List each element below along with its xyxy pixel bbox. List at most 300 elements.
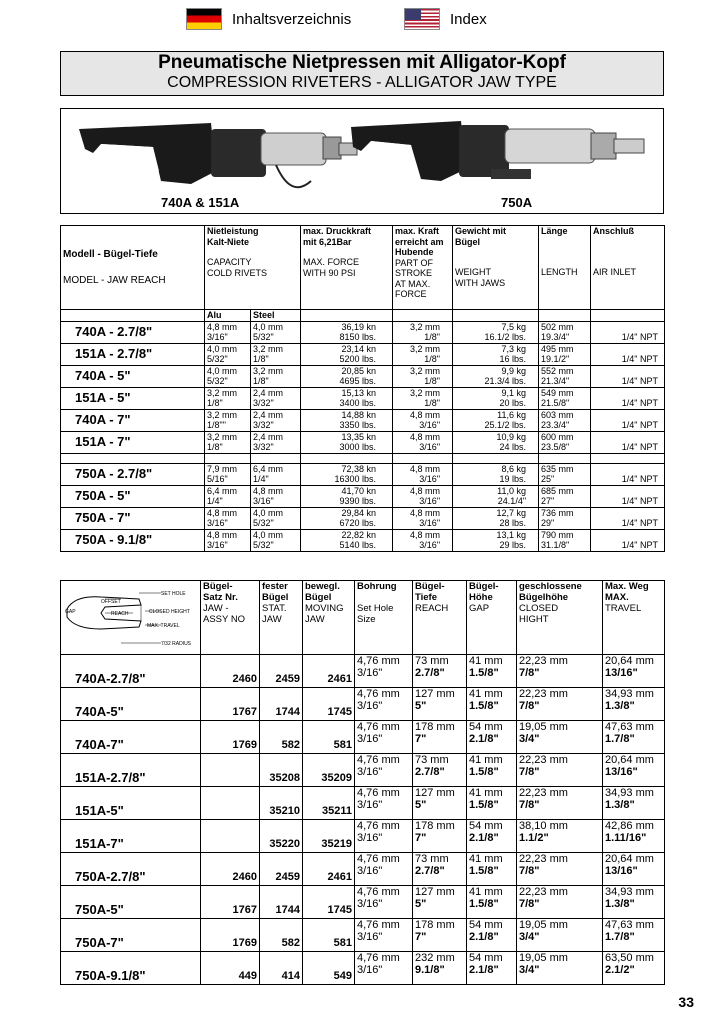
spec-stroke-value: 1/8" <box>424 332 441 342</box>
jaw-travel-value: 20,64 mm <box>605 655 654 667</box>
jaw-hole <box>355 952 413 985</box>
spec-weight <box>453 431 539 453</box>
jaw-gap <box>467 688 517 721</box>
jaw-hole <box>355 919 413 952</box>
spec-force-value: 29,84 kn <box>341 507 377 518</box>
jaw-closed-value: 7/8" <box>519 700 540 712</box>
spec-stroke <box>393 529 453 551</box>
model-header-de: Modell - Bügel-Tiefe <box>63 248 158 260</box>
spec-length-value: 685 mm <box>541 485 574 496</box>
jaw-header <box>467 581 517 655</box>
spec-alu-value: 7,9 mm <box>207 463 238 474</box>
jaw-diagram-icon <box>61 581 199 651</box>
spec-force-value: 72,38 kn <box>341 463 377 474</box>
index-label: Index <box>450 10 487 28</box>
jaw-closed-value: 22,23 mm <box>519 655 568 667</box>
jaw-row <box>61 688 665 721</box>
spec-length-value: 603 mm <box>541 409 574 420</box>
jaw-model: 740A-2.7/8" <box>61 655 201 688</box>
spec-inlet-value: 1/4" NPT <box>621 420 659 430</box>
jaw-reach-value: 7" <box>415 832 427 844</box>
jaw-travel <box>603 688 665 721</box>
spec-steel <box>251 463 301 485</box>
caption-740a-151a: 740A & 151A <box>161 195 240 210</box>
jaw-hole <box>355 886 413 919</box>
jaw-travel <box>603 952 665 985</box>
jaw-header-line: JAW <box>262 614 282 625</box>
spec-length-value: 23.3/4" <box>541 420 570 430</box>
jaw-body <box>61 581 665 985</box>
jaw-closed <box>517 721 603 754</box>
spec-steel-value: 3/16" <box>253 496 274 506</box>
spec-force <box>301 387 393 409</box>
header-length-line <box>541 247 588 257</box>
spec-row <box>61 463 665 485</box>
spec-force-value: 15,13 kn <box>341 387 377 398</box>
jaw-header-line: ASSY NO <box>203 614 246 625</box>
nav-index-link[interactable] <box>404 6 487 32</box>
jaw-diagram-cell <box>61 581 201 655</box>
jaw-model: 151A-5" <box>61 787 201 820</box>
jaw-model: 740A-5" <box>61 688 201 721</box>
jaw-closed <box>517 787 603 820</box>
spec-stroke-value: 1/8" <box>424 354 441 364</box>
jaw-assy <box>201 820 260 853</box>
jaw-reach-value: 178 mm <box>415 721 455 733</box>
jaw-travel-value: 34,93 mm <box>605 688 654 700</box>
jaw-gap-value: 41 mm <box>469 886 503 898</box>
spec-model: 750A - 7" <box>61 507 205 529</box>
jaw-closed-value: 3/4" <box>519 931 540 943</box>
jaw-row <box>61 853 665 886</box>
spec-model: 740A - 5" <box>61 365 205 387</box>
header-capacity-line: CAPACITY <box>207 257 252 267</box>
spec-weight-value: 24.1/4" <box>497 496 527 506</box>
spec-length <box>539 365 591 387</box>
jaw-header <box>517 581 603 655</box>
spec-alu <box>205 485 251 507</box>
spec-length <box>539 529 591 551</box>
jaw-reach-value: 232 mm <box>415 952 455 964</box>
jaw-moving: 581 <box>303 919 355 952</box>
spec-weight-value: 9,9 kg <box>501 365 527 376</box>
spec-force-value: 8150 lbs. <box>339 332 377 342</box>
spec-alu <box>205 321 251 343</box>
jaw-travel-value: 1.3/8" <box>605 700 635 712</box>
jaw-header-line: Bohrung <box>357 581 397 592</box>
spec-force <box>301 463 393 485</box>
product-photos <box>60 108 664 214</box>
spec-inlet <box>591 485 665 507</box>
jaw-gap-value: 2.1/8" <box>469 733 499 745</box>
jaw-row <box>61 886 665 919</box>
specifications-body <box>61 226 665 552</box>
spec-row <box>61 409 665 431</box>
jaw-reach-value: 2.7/8" <box>415 766 445 778</box>
jaw-gap <box>467 853 517 886</box>
spec-stroke-value: 4,8 mm <box>410 485 441 496</box>
spec-steel-value: 2,4 mm <box>253 431 284 442</box>
spec-stroke-value: 3,2 mm <box>410 365 441 376</box>
spec-alu <box>205 409 251 431</box>
spec-length-value: 29" <box>541 518 555 528</box>
spec-steel-value: 3/32" <box>253 398 274 408</box>
jaw-closed-value: 7/8" <box>519 898 540 910</box>
model-header-en: MODEL - JAW REACH <box>63 274 166 286</box>
jaw-travel-value: 1.3/8" <box>605 898 635 910</box>
jaw-row <box>61 919 665 952</box>
spec-model: 151A - 5" <box>61 387 205 409</box>
spec-stroke-value: 3,2 mm <box>410 387 441 398</box>
jaw-reach <box>413 721 467 754</box>
jaw-travel <box>603 853 665 886</box>
jaw-closed <box>517 754 603 787</box>
spec-alu <box>205 529 251 551</box>
spec-model: 750A - 9.1/8" <box>61 529 205 551</box>
header-stroke-line: erreicht am <box>395 236 444 247</box>
empty-cell <box>393 310 453 322</box>
jaw-hole-value: 3/16" <box>357 733 383 745</box>
spec-alu-value: 4,8 mm <box>207 507 238 518</box>
jaw-travel-value: 13/16" <box>605 865 638 877</box>
jaw-row <box>61 952 665 985</box>
header-alu: Alu <box>205 310 251 322</box>
jaw-gap-value: 1.5/8" <box>469 766 499 778</box>
jaw-assy: 1769 <box>201 721 260 754</box>
model-header <box>61 226 205 310</box>
jaw-travel-value: 1.7/8" <box>605 931 635 943</box>
spec-alu-value: 1/8" <box>207 442 223 452</box>
spec-inlet-value: 1/4" NPT <box>621 540 659 550</box>
spec-row <box>61 387 665 409</box>
empty-cell <box>61 310 205 322</box>
jaw-reach <box>413 919 467 952</box>
jaw-travel <box>603 787 665 820</box>
spec-alu-value: 4,0 mm <box>207 365 238 376</box>
jaw-gap-value: 54 mm <box>469 721 503 733</box>
spec-model: 750A - 2.7/8" <box>61 463 205 485</box>
jaw-header-line: REACH <box>415 603 449 614</box>
jaw-header <box>413 581 467 655</box>
jaw-hole-value: 4,76 mm <box>357 919 400 931</box>
spec-force-value: 3350 lbs. <box>339 420 377 430</box>
spec-stroke-value: 3/16" <box>419 474 441 484</box>
jaw-header-line: Set Hole <box>357 603 394 614</box>
jaw-travel-value: 34,93 mm <box>605 886 654 898</box>
jaw-reach-value: 2.7/8" <box>415 667 445 679</box>
jaw-travel-value: 34,93 mm <box>605 787 654 799</box>
jaw-gap-value: 54 mm <box>469 952 503 964</box>
header-stroke <box>393 226 453 310</box>
jaw-moving: 1745 <box>303 886 355 919</box>
jaw-gap-value: 41 mm <box>469 655 503 667</box>
spec-weight <box>453 365 539 387</box>
jaw-gap-value: 41 mm <box>469 754 503 766</box>
jaw-travel <box>603 721 665 754</box>
jaw-header <box>355 581 413 655</box>
spec-length <box>539 343 591 365</box>
spec-alu-value: 1/4" <box>207 496 223 506</box>
jaw-assy <box>201 787 260 820</box>
spec-weight-value: 19 lbs. <box>499 474 527 484</box>
header-force-line: mit 6,21Bar <box>303 236 352 247</box>
spec-steel-value: 3/32" <box>253 420 274 430</box>
jaw-hole-value: 3/16" <box>357 799 383 811</box>
jaw-model: 750A-7" <box>61 919 201 952</box>
jaw-header-line: Bügel- <box>469 581 499 592</box>
jaw-reach-value: 9.1/8" <box>415 964 445 976</box>
spec-steel-value: 4,8 mm <box>253 485 284 496</box>
label-max-travel: MAX. TRAVEL <box>147 623 180 629</box>
spec-inlet <box>591 529 665 551</box>
spec-weight-value: 13,1 kg <box>496 529 527 540</box>
spec-inlet <box>591 387 665 409</box>
jaw-reach <box>413 787 467 820</box>
jaw-gap <box>467 952 517 985</box>
jaw-travel <box>603 919 665 952</box>
jaw-model: 750A-9.1/8" <box>61 952 201 985</box>
spec-row <box>61 365 665 387</box>
spec-force-value: 20,85 kn <box>341 365 377 376</box>
jaw-header-line: TRAVEL <box>605 603 642 614</box>
spec-weight <box>453 321 539 343</box>
jaw-stat: 1744 <box>260 886 303 919</box>
separator-row <box>61 453 665 463</box>
spec-weight-value: 12,7 kg <box>496 507 527 518</box>
spec-stroke <box>393 485 453 507</box>
jaw-reach-value: 7" <box>415 733 427 745</box>
jaw-closed <box>517 919 603 952</box>
spec-alu-value: 5/32" <box>207 354 228 364</box>
jaw-row <box>61 787 665 820</box>
label-set-hole: SET HOLE <box>161 591 186 597</box>
spec-alu-value: 5/16" <box>207 474 228 484</box>
jaw-reach-value: 73 mm <box>415 655 449 667</box>
label-radius: 7/32 RADIUS <box>161 641 192 647</box>
header-steel: Steel <box>251 310 301 322</box>
jaw-header-line: Satz Nr. <box>203 592 238 603</box>
jaw-moving: 35219 <box>303 820 355 853</box>
jaw-reach-value: 2.7/8" <box>415 865 445 877</box>
header-weight-line <box>455 247 536 257</box>
spec-stroke <box>393 409 453 431</box>
jaw-hole <box>355 688 413 721</box>
jaw-assy <box>201 754 260 787</box>
jaw-closed-value: 7/8" <box>519 766 540 778</box>
jaw-gap <box>467 787 517 820</box>
jaw-hole-value: 3/16" <box>357 832 383 844</box>
jaw-hole-value: 4,76 mm <box>357 721 400 733</box>
spec-stroke-value: 3,2 mm <box>410 343 441 354</box>
jaw-header-line: CLOSED <box>519 603 559 614</box>
spec-stroke-value: 3/16" <box>419 442 441 452</box>
spec-length-value: 502 mm <box>541 321 574 332</box>
spec-force-value: 41,70 kn <box>341 485 377 496</box>
jaw-hole-value: 4,76 mm <box>357 952 400 964</box>
header-force <box>301 226 393 310</box>
jaw-hole <box>355 853 413 886</box>
spec-stroke <box>393 365 453 387</box>
spec-force <box>301 409 393 431</box>
empty-cell <box>453 310 539 322</box>
spec-alu-value: 4,8 mm <box>207 321 238 332</box>
jaw-closed-value: 7/8" <box>519 799 540 811</box>
jaw-gap-value: 1.5/8" <box>469 898 499 910</box>
spec-weight-value: 28 lbs. <box>499 518 527 528</box>
us-flag-icon <box>404 8 440 30</box>
jaw-hole-value: 3/16" <box>357 865 383 877</box>
jaw-header-line: Bügel- <box>415 581 445 592</box>
jaw-gap <box>467 721 517 754</box>
spec-force-value: 13,35 kn <box>341 431 377 442</box>
jaw-hole-value: 3/16" <box>357 700 383 712</box>
jaw-row <box>61 721 665 754</box>
spec-stroke-value: 3/16" <box>419 540 441 550</box>
spec-steel-value: 5/32" <box>253 518 274 528</box>
jaw-header-line <box>469 614 514 625</box>
spec-steel-value: 2,4 mm <box>253 387 284 398</box>
jaw-travel-value: 1.3/8" <box>605 799 635 811</box>
spec-inlet-value: 1/4" NPT <box>621 354 659 364</box>
jaw-hole-value: 3/16" <box>357 931 383 943</box>
spec-steel-value: 4,0 mm <box>253 321 284 332</box>
caption-750a: 750A <box>501 195 533 210</box>
jaw-gap-value: 2.1/8" <box>469 832 499 844</box>
jaw-row <box>61 754 665 787</box>
spec-model: 750A - 5" <box>61 485 205 507</box>
spec-stroke <box>393 387 453 409</box>
spec-alu <box>205 507 251 529</box>
jaw-row <box>61 655 665 688</box>
spec-model: 740A - 2.7/8" <box>61 321 205 343</box>
jaw-gap-value: 1.5/8" <box>469 667 499 679</box>
jaw-hole <box>355 787 413 820</box>
empty-cell <box>301 453 393 463</box>
jaw-header-line: HIGHT <box>519 614 549 625</box>
jaw-header-line: Max. Weg <box>605 581 649 592</box>
empty-cell <box>539 310 591 322</box>
jaw-closed-value: 19,05 mm <box>519 721 568 733</box>
nav-contents-link[interactable] <box>186 6 351 32</box>
spec-weight-value: 8,6 kg <box>501 463 527 474</box>
jaw-reach-value: 7" <box>415 931 427 943</box>
spec-alu <box>205 365 251 387</box>
spec-force-value: 36,19 kn <box>341 321 377 332</box>
spec-length-value: 635 mm <box>541 463 574 474</box>
jaw-hole-value: 3/16" <box>357 898 383 910</box>
spec-alu-value: 1/8" <box>207 398 223 408</box>
spec-alu-value: 3/16" <box>207 540 228 550</box>
jaw-header <box>201 581 260 655</box>
spec-force <box>301 321 393 343</box>
spec-length-value: 27" <box>541 496 555 506</box>
jaw-reach <box>413 655 467 688</box>
jaw-header-row <box>61 581 665 655</box>
header-weight <box>453 226 539 310</box>
spec-alu <box>205 463 251 485</box>
spec-stroke-value: 4,8 mm <box>410 507 441 518</box>
spec-stroke <box>393 507 453 529</box>
label-reach: REACH <box>111 611 129 617</box>
spec-length-value: 736 mm <box>541 507 574 518</box>
jaw-reach <box>413 820 467 853</box>
header-capacity-line: COLD RIVETS <box>207 267 268 278</box>
title-box <box>60 51 664 96</box>
jaw-gap-value: 41 mm <box>469 688 503 700</box>
spec-length <box>539 485 591 507</box>
spec-inlet-value: 1/4" NPT <box>621 376 659 386</box>
spec-length-value: 25" <box>541 474 555 484</box>
spec-steel-value: 1/4" <box>253 474 269 484</box>
spec-inlet <box>591 343 665 365</box>
jaw-stat: 35220 <box>260 820 303 853</box>
spec-alu <box>205 387 251 409</box>
jaw-gap-value: 54 mm <box>469 820 503 832</box>
jaw-gap-value: 2.1/8" <box>469 931 499 943</box>
jaw-travel-value: 1.7/8" <box>605 733 635 745</box>
jaw-header <box>260 581 303 655</box>
header-length-line <box>541 237 588 247</box>
spec-length-value: 790 mm <box>541 529 574 540</box>
jaw-table <box>60 580 665 985</box>
jaw-closed-value: 19,05 mm <box>519 952 568 964</box>
spec-stroke <box>393 431 453 453</box>
jaw-moving: 35209 <box>303 754 355 787</box>
spec-steel <box>251 431 301 453</box>
header-length <box>539 226 591 310</box>
header-force-line <box>303 247 390 257</box>
jaw-gap-value: 1.5/8" <box>469 799 499 811</box>
jaw-hole-value: 4,76 mm <box>357 820 400 832</box>
jaw-travel-value: 1.11/16" <box>605 832 647 844</box>
spec-weight <box>453 463 539 485</box>
jaw-stat: 2459 <box>260 853 303 886</box>
header-stroke-line: Hubende <box>395 247 434 257</box>
spec-alu <box>205 343 251 365</box>
spec-inlet-value: 1/4" NPT <box>621 398 659 408</box>
jaw-hole-value: 4,76 mm <box>357 787 400 799</box>
spec-length <box>539 507 591 529</box>
spec-inlet-value: 1/4" NPT <box>621 518 659 528</box>
jaw-header <box>603 581 665 655</box>
jaw-gap-value: 2.1/8" <box>469 964 499 976</box>
jaw-closed-value: 7/8" <box>519 865 540 877</box>
empty-cell <box>301 310 393 322</box>
jaw-hole <box>355 754 413 787</box>
title-english: COMPRESSION RIVETERS - ALLIGATOR JAW TYPE <box>167 74 557 91</box>
spec-inlet-value: 1/4" NPT <box>621 474 659 484</box>
jaw-travel-value: 47,63 mm <box>605 721 654 733</box>
jaw-closed <box>517 688 603 721</box>
spec-force-value: 16300 lbs. <box>334 474 377 484</box>
spec-weight-value: 10,9 kg <box>496 431 527 442</box>
jaw-header-line: MOVING <box>305 603 344 614</box>
jaw-moving: 2461 <box>303 655 355 688</box>
header-capacity-line <box>207 247 298 257</box>
spec-length <box>539 409 591 431</box>
spec-row <box>61 507 665 529</box>
spec-force <box>301 529 393 551</box>
spec-inlet <box>591 365 665 387</box>
spec-weight <box>453 507 539 529</box>
jaw-gap-value: 41 mm <box>469 853 503 865</box>
spec-stroke-value: 3/16" <box>419 496 441 506</box>
jaw-gap-value: 1.5/8" <box>469 700 499 712</box>
spec-header-row <box>61 226 665 310</box>
spec-steel-value: 2,4 mm <box>253 409 284 420</box>
spec-length-value: 495 mm <box>541 343 574 354</box>
jaw-closed <box>517 655 603 688</box>
